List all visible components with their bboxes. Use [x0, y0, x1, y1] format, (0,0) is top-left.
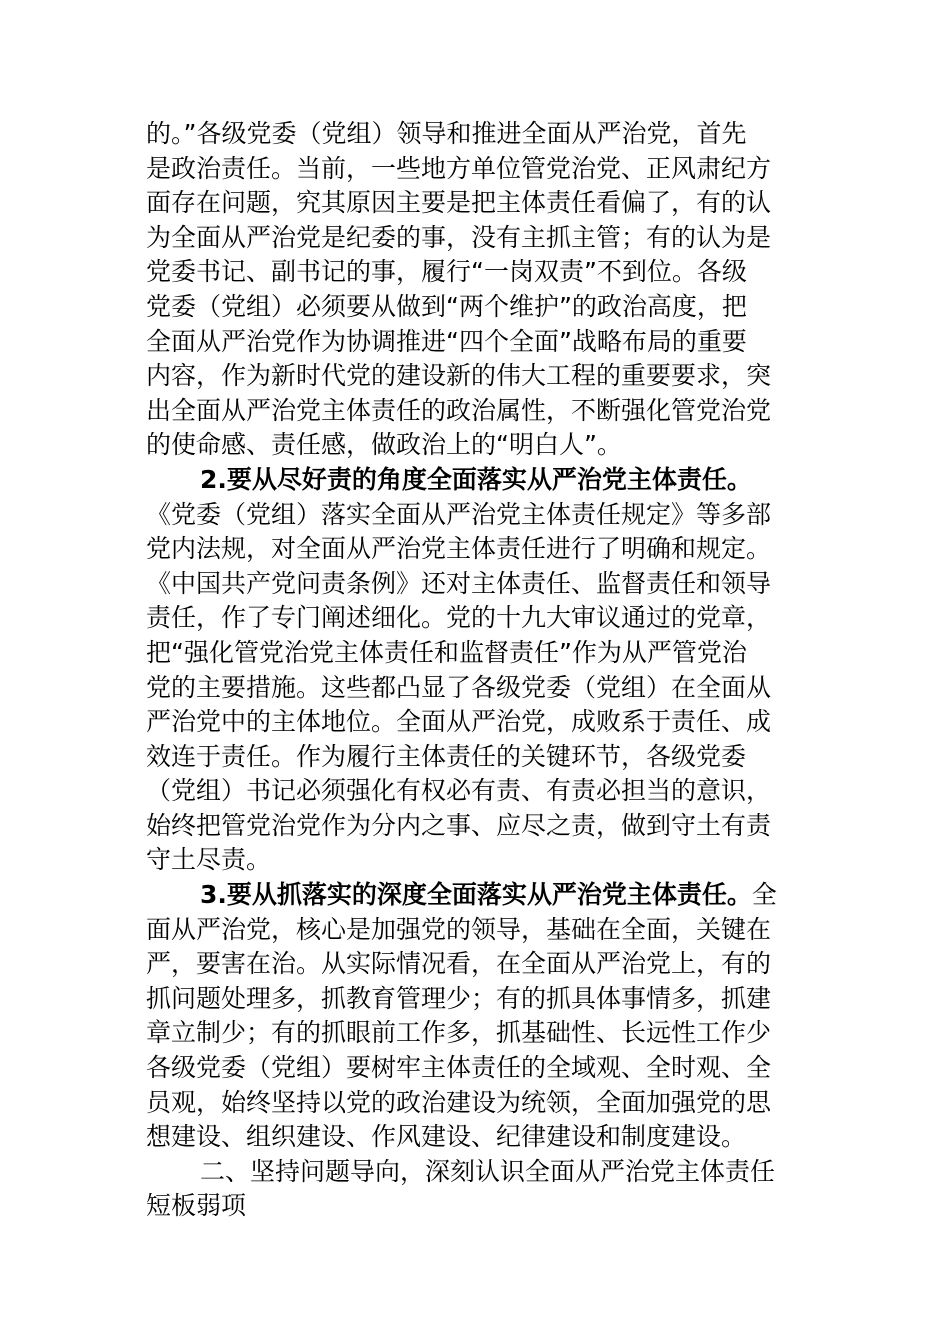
section-heading-2: 2.要从尽好责的角度全面落实从严治党主体责任。 [200, 464, 752, 494]
document-body [146, 117, 808, 1224]
text-fragment: 全 [751, 880, 777, 910]
text-line: 面存在问题，究其原因主要是把主体责任看偏了，有的认 [146, 188, 772, 218]
text-line: 出全面从严治党主体责任的政治属性，不断强化管党治党 [146, 395, 772, 425]
section-heading-3: 3.要从抓落实的深度全面落实从严治党主体责任。 [200, 880, 752, 910]
chapter-heading-2: 二、坚持问题导向，深刻认识全面从严治党主体责任 [200, 1156, 776, 1186]
text-line: 严治党中的主体地位。全面从严治党，成败系于责任、成 [146, 707, 772, 737]
text-line: 党委书记、副书记的事，履行“一岗双责”不到位。各级 [146, 257, 747, 287]
text-line: 各级党委（党组）要树牢主体责任的全域观、全时观、全 [146, 1053, 772, 1083]
text-line: 短板弱项 [146, 1191, 247, 1221]
text-line: （党组）书记必须强化有权必有责、有责必担当的意识， [146, 776, 772, 806]
text-line: 效连于责任。作为履行主体责任的关键环节，各级党委 [146, 741, 747, 771]
text-line: 始终把管党治党作为分内之事、应尽之责，做到守土有责 [146, 810, 772, 840]
text-line: 党委（党组）必须要从做到“两个维护”的政治高度，把 [146, 291, 747, 321]
text-line: 员观，始终坚持以党的政治建设为统领，全面加强党的思 [146, 1087, 772, 1117]
text-line: 抓问题处理多，抓教育管理少；有的抓具体事情多，抓建 [146, 983, 772, 1013]
text-line: 内容，作为新时代党的建设新的伟大工程的重要要求，突 [146, 361, 772, 391]
text-line: 面从严治党，核心是加强党的领导，基础在全面，关键在 [146, 914, 772, 944]
text-line: 严，要害在治。从实际情况看，在全面从严治党上，有的 [146, 949, 772, 979]
text-line: 的。”各级党委（党组）领导和推进全面从严治党，首先 [146, 119, 747, 148]
text-line: 党的主要措施。这些都凸显了各级党委（党组）在全面从 [146, 672, 772, 702]
text-line: 党内法规，对全面从严治党主体责任进行了明确和规定。 [146, 534, 772, 564]
text-line: 想建设、组织建设、作风建设、纪律建设和制度建设。 [146, 1122, 747, 1152]
text-line: 全面从严治党作为协调推进“四个全面”战略布局的重要 [146, 326, 747, 356]
text-line: 责任，作了专门阐述细化。党的十九大审议通过的党章， [146, 603, 772, 633]
text-line: 守土尽责。 [146, 845, 272, 875]
text-line: 是政治责任。当前，一些地方单位管党治党、正风肃纪方 [146, 153, 772, 183]
text-line: 《党委（党组）落实全面从严治党主体责任规定》等多部 [146, 499, 772, 529]
text-line: 《中国共产党问责条例》还对主体责任、监督责任和领导 [146, 568, 772, 598]
text-line: 为全面从严治党是纪委的事，没有主抓主管；有的认为是 [146, 222, 772, 252]
text-line: 把“强化管党治党主体责任和监督责任”作为从严管党治 [146, 637, 747, 667]
text-line: 的使命感、责任感，做政治上的“明白人”。 [146, 430, 622, 460]
section-3-line [146, 878, 808, 913]
text-line: 章立制少；有的抓眼前工作多，抓基础性、长远性工作少 [146, 1018, 772, 1048]
